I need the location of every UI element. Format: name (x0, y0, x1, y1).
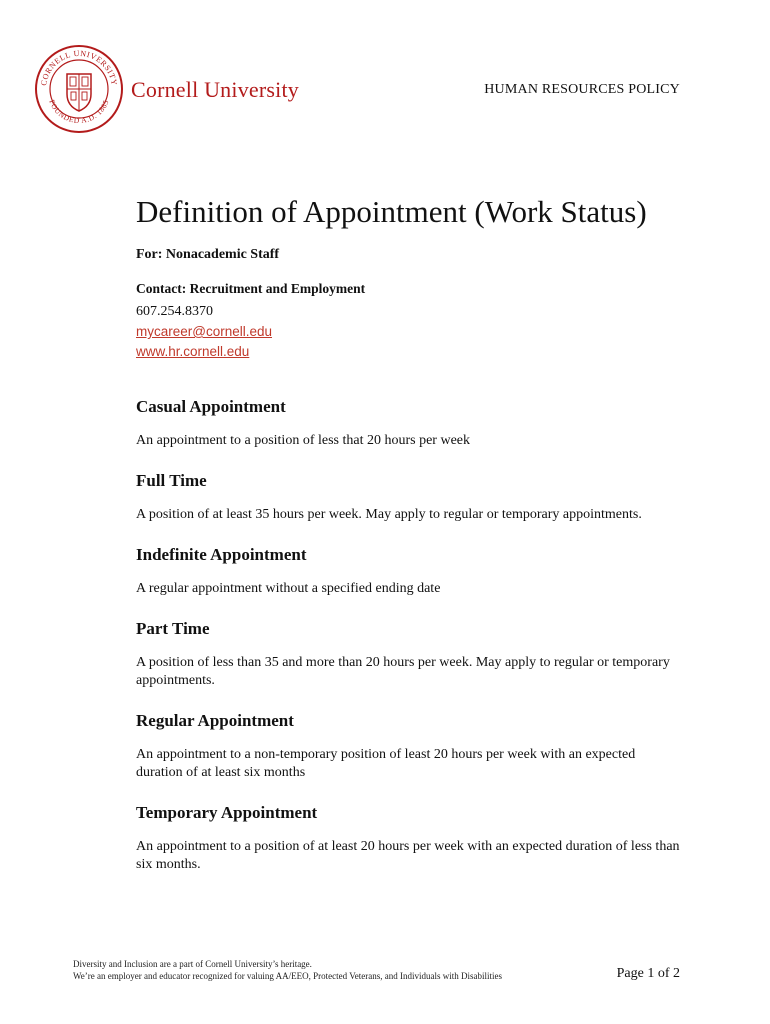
svg-text:CORNELL UNIVERSITY: CORNELL UNIVERSITY (39, 48, 119, 87)
definition-description: A position of less than 35 and more than 20 hours per week. May apply to regular or temporary appointments. (136, 655, 670, 688)
policy-label: HUMAN RESOURCES POLICY (484, 82, 680, 97)
definition-term: Indefinite Appointment (136, 545, 307, 564)
definition-item (136, 802, 696, 874)
definition-description: An appointment to a position of at least 20 hours per week with an expected duration of less than six months. (136, 839, 680, 872)
audience-label: For: Nonacademic Staff (136, 247, 280, 262)
definition-description: An appointment to a position of less that 20 hours per week (136, 433, 470, 448)
definition-term: Regular Appointment (136, 711, 294, 730)
contact-label: Contact: Recruitment and Employment (136, 281, 366, 296)
definition-item (136, 618, 696, 690)
cornell-seal-logo (34, 44, 124, 134)
footer-line-1: Diversity and Inclusion are a part of Cornell University’s heritage. (73, 959, 312, 969)
contact-website-link[interactable]: www.hr.cornell.edu (136, 344, 250, 359)
contact-phone: 607.254.8370 (136, 304, 213, 319)
page-header (0, 0, 770, 150)
page-footer (73, 958, 693, 988)
diversity-statement (73, 958, 502, 982)
definition-description: A position of at least 35 hours per week. May apply to regular or temporary appointments. (136, 507, 642, 522)
footer-line-2: We’re an employer and educator recognized for valuing AA/EEO, Protected Veterans, and Individuals with Disabilities (73, 971, 502, 981)
definition-term: Part Time (136, 619, 210, 638)
definition-description: An appointment to a non-temporary position of least 20 hours per week with an expected duration of at least six months (136, 747, 636, 780)
definition-term: Casual Appointment (136, 397, 286, 416)
definition-term: Temporary Appointment (136, 803, 318, 822)
page-number: Page 1 of 2 (616, 966, 680, 981)
document-body (136, 190, 696, 894)
cornell-wordmark: Cornell University (131, 77, 299, 102)
definition-description: A regular appointment without a specified ending date (136, 581, 441, 596)
definition-item (136, 470, 696, 524)
definition-item (136, 396, 696, 450)
page-title: Definition of Appointment (Work Status) (136, 194, 647, 229)
definitions-list (136, 396, 696, 874)
svg-text:FOUNDED A.D. 1865: FOUNDED A.D. 1865 (47, 98, 111, 126)
definition-term: Full Time (136, 471, 207, 490)
definition-item (136, 710, 696, 782)
definition-item (136, 544, 696, 598)
contact-email-link[interactable]: mycareer@cornell.edu (136, 324, 273, 339)
